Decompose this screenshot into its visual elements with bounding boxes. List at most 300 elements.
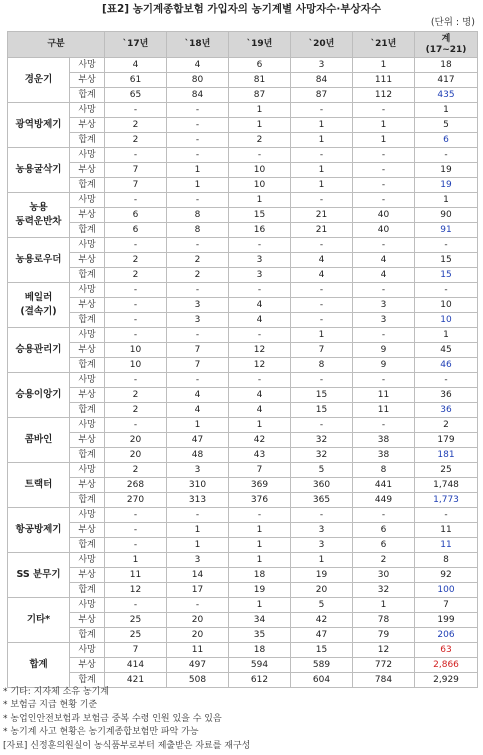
row-type-label: 부상 (70, 478, 105, 493)
total-cell: 15 (415, 253, 478, 268)
value-cell: 12 (105, 583, 167, 598)
row-type-label: 합계 (70, 538, 105, 553)
header-2017: `17년 (105, 32, 167, 58)
value-cell: 1 (229, 193, 291, 208)
total-cell: 18 (415, 58, 478, 73)
value-cell: 772 (353, 658, 415, 673)
value-cell: 604 (291, 673, 353, 688)
value-cell: 2 (353, 553, 415, 568)
row-type-label: 사망 (70, 148, 105, 163)
value-cell: 6 (353, 523, 415, 538)
value-cell: 5 (291, 598, 353, 613)
row-type-label: 합계 (70, 268, 105, 283)
value-cell: 15 (291, 643, 353, 658)
table-row (8, 223, 478, 238)
value-cell: - (353, 238, 415, 253)
value-cell: 3 (229, 268, 291, 283)
value-cell: 1 (291, 178, 353, 193)
value-cell: 1 (229, 538, 291, 553)
value-cell: - (167, 193, 229, 208)
total-cell: 46 (415, 358, 478, 373)
total-cell: 2,866 (415, 658, 478, 673)
table-row (8, 58, 478, 73)
row-type-label: 사망 (70, 328, 105, 343)
table-row (8, 568, 478, 583)
value-cell: 8 (167, 208, 229, 223)
value-cell: - (229, 238, 291, 253)
value-cell: 441 (353, 478, 415, 493)
value-cell: 1 (167, 418, 229, 433)
value-cell: 11 (167, 643, 229, 658)
row-type-label: 사망 (70, 463, 105, 478)
value-cell: 10 (229, 178, 291, 193)
row-type-label: 사망 (70, 283, 105, 298)
row-type-label: 합계 (70, 493, 105, 508)
value-cell: 369 (229, 478, 291, 493)
value-cell: 4 (105, 58, 167, 73)
table-row (8, 433, 478, 448)
footnote: * 농기계 사고 현황은 농기계종합보험만 파악 가능 (3, 727, 199, 738)
total-cell: 1,748 (415, 478, 478, 493)
value-cell: 4 (229, 313, 291, 328)
total-cell: 2,929 (415, 673, 478, 688)
value-cell: 784 (353, 673, 415, 688)
table-row (8, 658, 478, 673)
group-label: 승용이앙기 (8, 373, 70, 418)
row-type-label: 합계 (70, 403, 105, 418)
value-cell: 81 (229, 73, 291, 88)
value-cell: - (105, 283, 167, 298)
value-cell: 3 (353, 313, 415, 328)
value-cell: - (229, 283, 291, 298)
total-cell: 91 (415, 223, 478, 238)
value-cell: 1 (167, 178, 229, 193)
value-cell: 4 (229, 298, 291, 313)
value-cell: 20 (167, 613, 229, 628)
row-type-label: 사망 (70, 418, 105, 433)
value-cell: 4 (353, 268, 415, 283)
table-row (8, 163, 478, 178)
value-cell: 10 (229, 163, 291, 178)
value-cell: 7 (167, 358, 229, 373)
value-cell: 38 (353, 448, 415, 463)
total-cell: 15 (415, 268, 478, 283)
value-cell: 1 (167, 538, 229, 553)
value-cell: - (353, 508, 415, 523)
value-cell: - (291, 298, 353, 313)
table-row (8, 388, 478, 403)
value-cell: 4 (229, 388, 291, 403)
row-type-label: 부상 (70, 73, 105, 88)
value-cell: 6 (229, 58, 291, 73)
value-cell: 3 (167, 463, 229, 478)
value-cell: 15 (291, 403, 353, 418)
table-row (8, 148, 478, 163)
total-cell: 1 (415, 328, 478, 343)
value-cell: - (291, 193, 353, 208)
value-cell: 1 (229, 103, 291, 118)
value-cell: 111 (353, 73, 415, 88)
value-cell: 1 (353, 118, 415, 133)
value-cell: 20 (105, 448, 167, 463)
header-total: 계 (17~21) (415, 32, 478, 58)
table-row (8, 193, 478, 208)
table-row (8, 523, 478, 538)
value-cell: 8 (167, 223, 229, 238)
table-row (8, 448, 478, 463)
total-cell: 5 (415, 118, 478, 133)
value-cell: 25 (105, 613, 167, 628)
row-type-label: 합계 (70, 628, 105, 643)
value-cell: 16 (229, 223, 291, 238)
value-cell: - (105, 148, 167, 163)
value-cell: 5 (291, 463, 353, 478)
value-cell: 11 (105, 568, 167, 583)
row-type-label: 합계 (70, 673, 105, 688)
value-cell: 7 (105, 163, 167, 178)
value-cell: - (291, 148, 353, 163)
group-label: 경운기 (8, 58, 70, 103)
value-cell: 47 (167, 433, 229, 448)
table-row (8, 343, 478, 358)
source-note: [자료] 신정훈의원실이 농식품부로부터 제출받은 자료를 재구성 (3, 740, 251, 751)
value-cell: - (167, 103, 229, 118)
value-cell: 25 (105, 628, 167, 643)
value-cell: - (105, 418, 167, 433)
value-cell: 449 (353, 493, 415, 508)
value-cell: 1 (291, 328, 353, 343)
value-cell: 21 (291, 208, 353, 223)
total-cell: 90 (415, 208, 478, 223)
value-cell: 2 (167, 253, 229, 268)
table-row (8, 73, 478, 88)
value-cell: 12 (229, 358, 291, 373)
value-cell: 360 (291, 478, 353, 493)
value-cell: 497 (167, 658, 229, 673)
group-label: SS 분무기 (8, 553, 70, 598)
group-label: 농용로우더 (8, 238, 70, 283)
value-cell: 30 (353, 568, 415, 583)
value-cell: 61 (105, 73, 167, 88)
value-cell: 7 (167, 343, 229, 358)
table-row (8, 418, 478, 433)
value-cell: 1 (229, 553, 291, 568)
group-label: 항공방제기 (8, 508, 70, 553)
value-cell: 4 (167, 388, 229, 403)
group-label: 합계 (8, 643, 70, 688)
value-cell: 6 (353, 538, 415, 553)
value-cell: - (167, 328, 229, 343)
row-type-label: 사망 (70, 508, 105, 523)
total-cell: - (415, 238, 478, 253)
total-cell: 1 (415, 193, 478, 208)
row-type-label: 합계 (70, 313, 105, 328)
value-cell: 4 (291, 253, 353, 268)
value-cell: 365 (291, 493, 353, 508)
value-cell: - (229, 148, 291, 163)
table-row (8, 628, 478, 643)
value-cell: 589 (291, 658, 353, 673)
total-cell: 100 (415, 583, 478, 598)
value-cell: 1 (291, 118, 353, 133)
row-type-label: 합계 (70, 358, 105, 373)
value-cell: 3 (167, 553, 229, 568)
total-cell: 11 (415, 523, 478, 538)
value-cell: - (167, 148, 229, 163)
value-cell: - (105, 193, 167, 208)
header-2021: `21년 (353, 32, 415, 58)
row-type-label: 사망 (70, 193, 105, 208)
injury-table (7, 31, 478, 688)
row-type-label: 부상 (70, 163, 105, 178)
total-cell: 63 (415, 643, 478, 658)
value-cell: 612 (229, 673, 291, 688)
value-cell: 1 (291, 133, 353, 148)
table-title: [표2] 농기계종합보험 가입자의 농기계별 사망자수·부상자수 (102, 3, 381, 15)
table-row (8, 358, 478, 373)
table-row (8, 463, 478, 478)
value-cell: - (105, 373, 167, 388)
value-cell: 8 (291, 358, 353, 373)
value-cell: 78 (353, 613, 415, 628)
table-row (8, 403, 478, 418)
table-row (8, 583, 478, 598)
row-type-label: 부상 (70, 658, 105, 673)
value-cell: 414 (105, 658, 167, 673)
value-cell: 1 (105, 553, 167, 568)
value-cell: 6 (105, 223, 167, 238)
value-cell: 84 (291, 73, 353, 88)
row-type-label: 부상 (70, 433, 105, 448)
value-cell: 20 (105, 433, 167, 448)
table-row (8, 298, 478, 313)
group-label: 농용굴삭기 (8, 148, 70, 193)
value-cell: 1 (291, 163, 353, 178)
value-cell: 35 (229, 628, 291, 643)
value-cell: 3 (167, 313, 229, 328)
table-row (8, 508, 478, 523)
footnotes (3, 686, 481, 753)
total-cell: 1,773 (415, 493, 478, 508)
value-cell: 7 (291, 343, 353, 358)
value-cell: - (291, 418, 353, 433)
value-cell: - (167, 508, 229, 523)
value-cell: 1 (353, 133, 415, 148)
value-cell: 1 (353, 58, 415, 73)
value-cell: - (291, 373, 353, 388)
value-cell: 17 (167, 583, 229, 598)
total-cell: 2 (415, 418, 478, 433)
total-cell: 8 (415, 553, 478, 568)
value-cell: 2 (105, 268, 167, 283)
total-cell: 435 (415, 88, 478, 103)
value-cell: 14 (167, 568, 229, 583)
value-cell: 2 (105, 253, 167, 268)
value-cell: 11 (353, 388, 415, 403)
value-cell: 10 (105, 358, 167, 373)
table-row (8, 598, 478, 613)
total-cell: 25 (415, 463, 478, 478)
row-type-label: 합계 (70, 133, 105, 148)
table-row (8, 253, 478, 268)
value-cell: 1 (229, 118, 291, 133)
table-row (8, 613, 478, 628)
value-cell: 3 (229, 253, 291, 268)
total-cell: 199 (415, 613, 478, 628)
unit-label: (단위 : 명) (430, 17, 475, 28)
value-cell: 1 (291, 553, 353, 568)
row-type-label: 합계 (70, 448, 105, 463)
total-cell: - (415, 508, 478, 523)
value-cell: - (291, 103, 353, 118)
value-cell: 8 (353, 463, 415, 478)
header-2020: `20년 (291, 32, 353, 58)
total-cell: 179 (415, 433, 478, 448)
value-cell: 21 (291, 223, 353, 238)
value-cell: 79 (353, 628, 415, 643)
value-cell: 40 (353, 223, 415, 238)
value-cell: 65 (105, 88, 167, 103)
value-cell: - (105, 538, 167, 553)
value-cell: - (353, 148, 415, 163)
value-cell: - (229, 328, 291, 343)
row-type-label: 사망 (70, 373, 105, 388)
value-cell: 2 (105, 133, 167, 148)
value-cell: 7 (105, 643, 167, 658)
total-cell: 92 (415, 568, 478, 583)
row-type-label: 부상 (70, 298, 105, 313)
value-cell: 1 (353, 598, 415, 613)
row-type-label: 부상 (70, 118, 105, 133)
value-cell: 42 (291, 613, 353, 628)
value-cell: 42 (229, 433, 291, 448)
value-cell: - (167, 283, 229, 298)
value-cell: 38 (353, 433, 415, 448)
group-label: 농용 동력운반차 (8, 193, 70, 238)
row-type-label: 사망 (70, 103, 105, 118)
total-cell: 11 (415, 538, 478, 553)
total-cell: - (415, 148, 478, 163)
group-label: 트랙터 (8, 463, 70, 508)
value-cell: 2 (229, 133, 291, 148)
table-row (8, 178, 478, 193)
value-cell: 15 (229, 208, 291, 223)
total-cell: 417 (415, 73, 478, 88)
table-row (8, 103, 478, 118)
table-row (8, 313, 478, 328)
value-cell: 2 (105, 463, 167, 478)
value-cell: 4 (353, 253, 415, 268)
value-cell: - (353, 163, 415, 178)
table-row (8, 553, 478, 568)
footnote: * 농업인안전보험과 보험금 중복 수령 인원 있을 수 있음 (3, 713, 222, 724)
value-cell: 47 (291, 628, 353, 643)
value-cell: - (291, 313, 353, 328)
value-cell: 2 (167, 268, 229, 283)
value-cell: 1 (167, 163, 229, 178)
value-cell: 376 (229, 493, 291, 508)
value-cell: 80 (167, 73, 229, 88)
value-cell: 34 (229, 613, 291, 628)
value-cell: - (105, 313, 167, 328)
group-label: 기타* (8, 598, 70, 643)
header-category: 구분 (8, 32, 105, 58)
value-cell: 313 (167, 493, 229, 508)
table-row (8, 643, 478, 658)
value-cell: - (105, 598, 167, 613)
value-cell: 4 (167, 403, 229, 418)
value-cell: - (105, 508, 167, 523)
value-cell: 43 (229, 448, 291, 463)
value-cell: 7 (105, 178, 167, 193)
row-type-label: 부상 (70, 253, 105, 268)
value-cell: 19 (229, 583, 291, 598)
row-type-label: 합계 (70, 223, 105, 238)
value-cell: 84 (167, 88, 229, 103)
row-type-label: 사망 (70, 643, 105, 658)
row-type-label: 합계 (70, 88, 105, 103)
table-row (8, 238, 478, 253)
row-type-label: 부상 (70, 208, 105, 223)
value-cell: - (229, 373, 291, 388)
total-cell: 10 (415, 313, 478, 328)
value-cell: 3 (167, 298, 229, 313)
value-cell: 4 (167, 58, 229, 73)
header-2018: `18년 (167, 32, 229, 58)
value-cell: 594 (229, 658, 291, 673)
value-cell: - (167, 598, 229, 613)
value-cell: 7 (229, 463, 291, 478)
value-cell: 2 (105, 403, 167, 418)
value-cell: 268 (105, 478, 167, 493)
value-cell: 4 (291, 268, 353, 283)
value-cell: 9 (353, 343, 415, 358)
table-row (8, 478, 478, 493)
value-cell: 20 (167, 628, 229, 643)
value-cell: - (353, 103, 415, 118)
value-cell: 18 (229, 568, 291, 583)
total-cell: 36 (415, 388, 478, 403)
total-cell: 181 (415, 448, 478, 463)
value-cell: - (353, 193, 415, 208)
row-type-label: 사망 (70, 598, 105, 613)
value-cell: - (105, 238, 167, 253)
value-cell: - (105, 103, 167, 118)
value-cell: 32 (291, 433, 353, 448)
value-cell: 87 (291, 88, 353, 103)
value-cell: 1 (229, 523, 291, 538)
value-cell: 87 (229, 88, 291, 103)
value-cell: - (105, 523, 167, 538)
row-type-label: 사망 (70, 553, 105, 568)
value-cell: 270 (105, 493, 167, 508)
value-cell: 9 (353, 358, 415, 373)
total-cell: - (415, 283, 478, 298)
value-cell: - (291, 508, 353, 523)
group-label: 승용관리기 (8, 328, 70, 373)
value-cell: 310 (167, 478, 229, 493)
header-2019: `19년 (229, 32, 291, 58)
value-cell: - (105, 328, 167, 343)
value-cell: 20 (291, 583, 353, 598)
value-cell: - (353, 178, 415, 193)
value-cell: 6 (105, 208, 167, 223)
value-cell: 508 (167, 673, 229, 688)
value-cell: 3 (291, 58, 353, 73)
value-cell: 2 (105, 388, 167, 403)
value-cell: - (291, 283, 353, 298)
total-cell: 7 (415, 598, 478, 613)
